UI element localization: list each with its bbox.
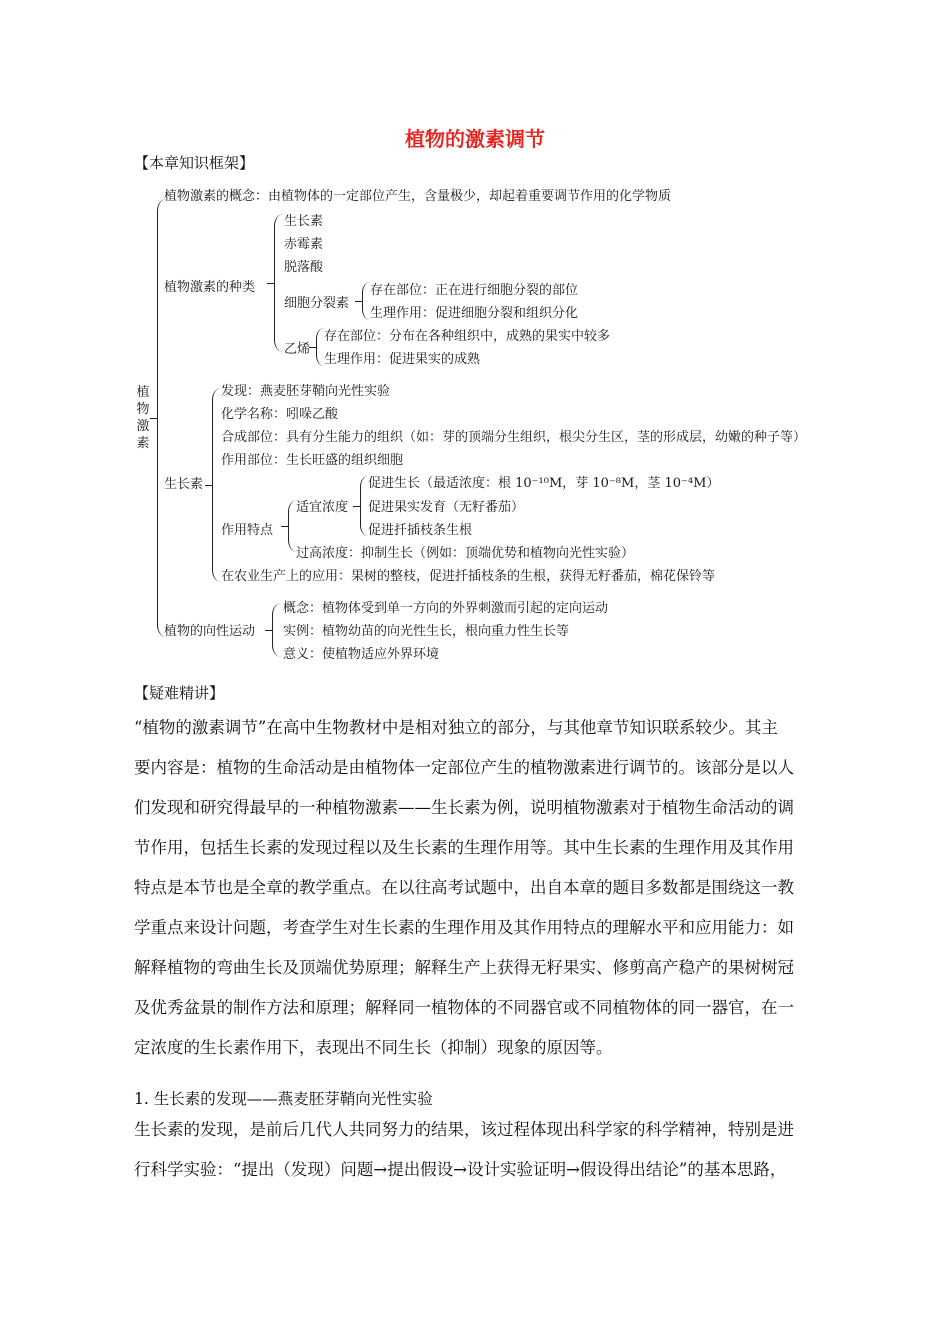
auxin-synthesis: 合成部位：具有分生能力的组织（如：芽的顶端分生组织，根尖分生区，茎的形成层，幼嫩的种子等） xyxy=(221,430,807,445)
cytokinin-brace xyxy=(362,282,370,320)
tropism-brace xyxy=(272,603,281,657)
cytokinin-location: 存在部位：正在进行细胞分裂的部位 xyxy=(370,283,579,298)
auxin-target: 作用部位：生长旺盛的组织细胞 xyxy=(221,453,404,468)
tropism-item: 概念：植物体受到单一方向的外界刺激而引起的定向运动 xyxy=(283,601,609,616)
diagram-root-label: 植物激素 xyxy=(136,385,150,451)
optimal-label: 适宜浓度 xyxy=(296,500,349,515)
auxin-features-label: 作用特点 xyxy=(221,523,274,538)
type-item: 生长素 xyxy=(284,214,324,229)
paragraph-line: 们发现和研究得最早的一种植物激素——生长素为例，说明植物激素对于植物生命活动的调 xyxy=(134,798,794,817)
optimal-brace xyxy=(360,476,368,536)
types-brace xyxy=(274,214,283,352)
body-paragraph-2 xyxy=(134,1110,822,1190)
types-label: 植物激素的种类 xyxy=(164,280,256,295)
concept-line: 植物激素的概念：由植物体的一定部位产生，含量极少，却起着重要调节作用的化学物质 xyxy=(164,189,672,204)
subsection-heading: 1. 生长素的发现——燕麦胚芽鞘向光性实验 xyxy=(134,1090,433,1108)
optimal-item: 促进果实发育（无籽番茄） xyxy=(368,500,525,515)
type-item: 赤霉素 xyxy=(284,237,324,252)
paragraph-line: 解释植物的弯曲生长及顶端优势原理；解释生产上获得无籽果实、修剪高产稳产的果树树冠 xyxy=(134,958,794,977)
paragraph-line: 节作用，包括生长素的发现过程以及生长素的生理作用等。其中生长素的生理作用及其作用 xyxy=(134,838,794,857)
tropism-item: 意义：使植物适应外界环境 xyxy=(283,647,440,662)
optimal-item: 促进生长（最适浓度：根 10⁻¹⁰M，芽 10⁻⁸M，茎 10⁻⁴M） xyxy=(368,476,720,491)
paragraph-line: 学重点来设计问题，考查学生对生长素的生理作用及其作用特点的理解水平和应用能力：如 xyxy=(134,918,794,937)
auxin-discovery: 发现：燕麦胚芽鞘向光性实验 xyxy=(221,384,391,399)
section-heading-framework: 【本章知识框架】 xyxy=(134,154,255,172)
ethylene-brace xyxy=(316,328,324,366)
cytokinin-function: 生理作用：促进细胞分裂和组织分化 xyxy=(370,306,579,321)
type-item: 脱落酸 xyxy=(284,260,324,275)
ethylene-location: 存在部位：分布在各种组织中，成熟的果实中较多 xyxy=(324,329,611,344)
ethylene-label: 乙烯 xyxy=(284,342,311,357)
optimal-item: 促进扦插枝条生根 xyxy=(368,523,473,538)
section-heading-difficult: 【疑难精讲】 xyxy=(134,684,225,702)
root-brace xyxy=(157,199,166,637)
page-title: 植物的激素调节 xyxy=(405,127,545,151)
paragraph-line: “植物的激素调节”在高中生物教材中是相对独立的部分，与其他章节知识联系较少。其主 xyxy=(134,718,778,737)
auxin-agriculture: 在农业生产上的应用：果树的整枝，促进扦插枝条的生根，获得无籽番茄，棉花保铃等 xyxy=(221,569,716,584)
auxin-chemical: 化学名称：吲哚乙酸 xyxy=(221,407,339,422)
paragraph-line: 及优秀盆景的制作方法和原理；解释同一植物体的不同器官或不同植物体的同一器官，在一 xyxy=(134,998,794,1017)
cytokinin-label: 细胞分裂素 xyxy=(284,296,350,311)
high-concentration: 过高浓度：抑制生长（例如：顶端优势和植物向光性实验） xyxy=(296,546,635,561)
body-paragraph xyxy=(134,708,822,1068)
auxin-label: 生长素 xyxy=(164,477,204,492)
paragraph-line: 行科学实验：“提出（发现）问题→提出假设→设计实验证明→假设得出结论”的基本思路， xyxy=(134,1160,787,1179)
tropism-item: 实例：植物幼苗的向光性生长，根向重力性生长等 xyxy=(283,624,570,639)
ethylene-function: 生理作用：促进果实的成熟 xyxy=(324,352,481,367)
auxin-brace xyxy=(212,388,221,582)
paragraph-line: 定浓度的生长素作用下，表现出不同生长（抑制）现象的原因等。 xyxy=(134,1038,613,1057)
paragraph-line: 特点是本节也是全章的教学重点。在以往高考试题中，出自本章的题目多数都是围绕这一教 xyxy=(134,878,794,897)
paragraph-line: 生长素的发现，是前后几代人共同努力的结果，该过程体现出科学家的科学精神，特别是进 xyxy=(134,1120,794,1139)
tropism-label: 植物的向性运动 xyxy=(164,624,256,639)
paragraph-line: 要内容是：植物的生命活动是由植物体一定部位产生的植物激素进行调节的。该部分是以人 xyxy=(134,758,794,777)
